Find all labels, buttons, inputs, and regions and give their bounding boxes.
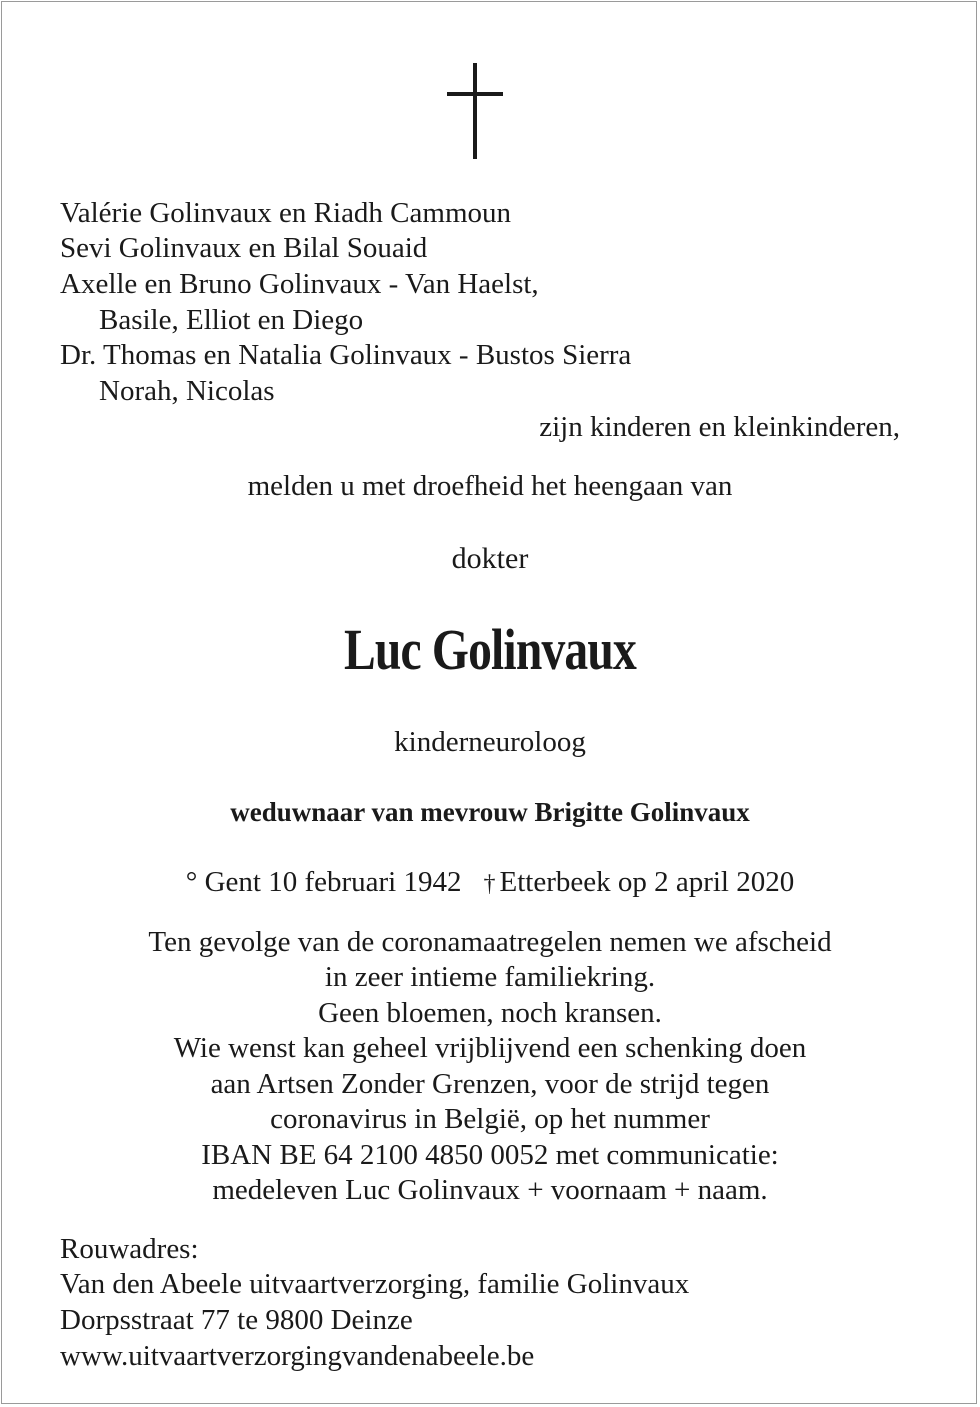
family-line: Valérie Golinvaux en Riadh Cammoun xyxy=(60,197,512,229)
family-line: Dr. Thomas en Natalia Golinvaux - Bustos Sierra xyxy=(60,339,632,371)
message-line: Geen bloemen, noch kransen. xyxy=(318,997,662,1029)
death-cross-icon: † xyxy=(483,871,496,897)
family-line: Basile, Elliot en Diego xyxy=(99,304,364,336)
address-line: Dorpsstraat 77 te 9800 Deinze xyxy=(60,1304,413,1336)
birth-date: Gent 10 februari 1942 xyxy=(204,866,462,898)
birth-symbol: ° xyxy=(185,866,198,898)
family-line: Axelle en Bruno Golinvaux - Van Haelst, xyxy=(60,268,539,300)
family-line: Sevi Golinvaux en Bilal Souaid xyxy=(60,232,428,264)
announcement: melden u met droefheid het heengaan van xyxy=(247,470,733,502)
cross-icon xyxy=(447,63,503,159)
message-line: in zeer intieme familiekring. xyxy=(324,961,656,993)
message-line: aan Artsen Zonder Grenzen, voor de strijd tegen xyxy=(210,1068,770,1100)
website-link[interactable]: www.uitvaartverzorgingvandenabeele.be xyxy=(60,1340,535,1372)
message-line: IBAN BE 64 2100 4850 0052 met communicatie: xyxy=(201,1139,779,1171)
profession: kinderneuroloog xyxy=(394,726,586,758)
address-heading: Rouwadres: xyxy=(60,1233,199,1265)
message-line: medeleven Luc Golinvaux + voornaam + naam. xyxy=(212,1174,768,1206)
dates-line xyxy=(0,864,980,902)
message-line: coronavirus in België, op het nummer xyxy=(270,1103,710,1135)
widower-of: weduwnaar van mevrouw Brigitte Golinvaux xyxy=(230,797,750,827)
family-line: Norah, Nicolas xyxy=(99,375,275,407)
family-relation: zijn kinderen en kleinkinderen, xyxy=(539,411,900,443)
death-date: Etterbeek op 2 april 2020 xyxy=(499,866,795,898)
title-prefix: dokter xyxy=(451,542,529,575)
address-line: Van den Abeele uitvaartverzorging, familie Golinvaux xyxy=(60,1268,690,1300)
message-line: Ten gevolge van de coronamaatregelen nemen we afscheid xyxy=(148,926,832,958)
message-line: Wie wenst kan geheel vrijblijvend een schenking doen xyxy=(173,1032,807,1064)
deceased-name: Luc Golinvaux xyxy=(344,617,636,682)
